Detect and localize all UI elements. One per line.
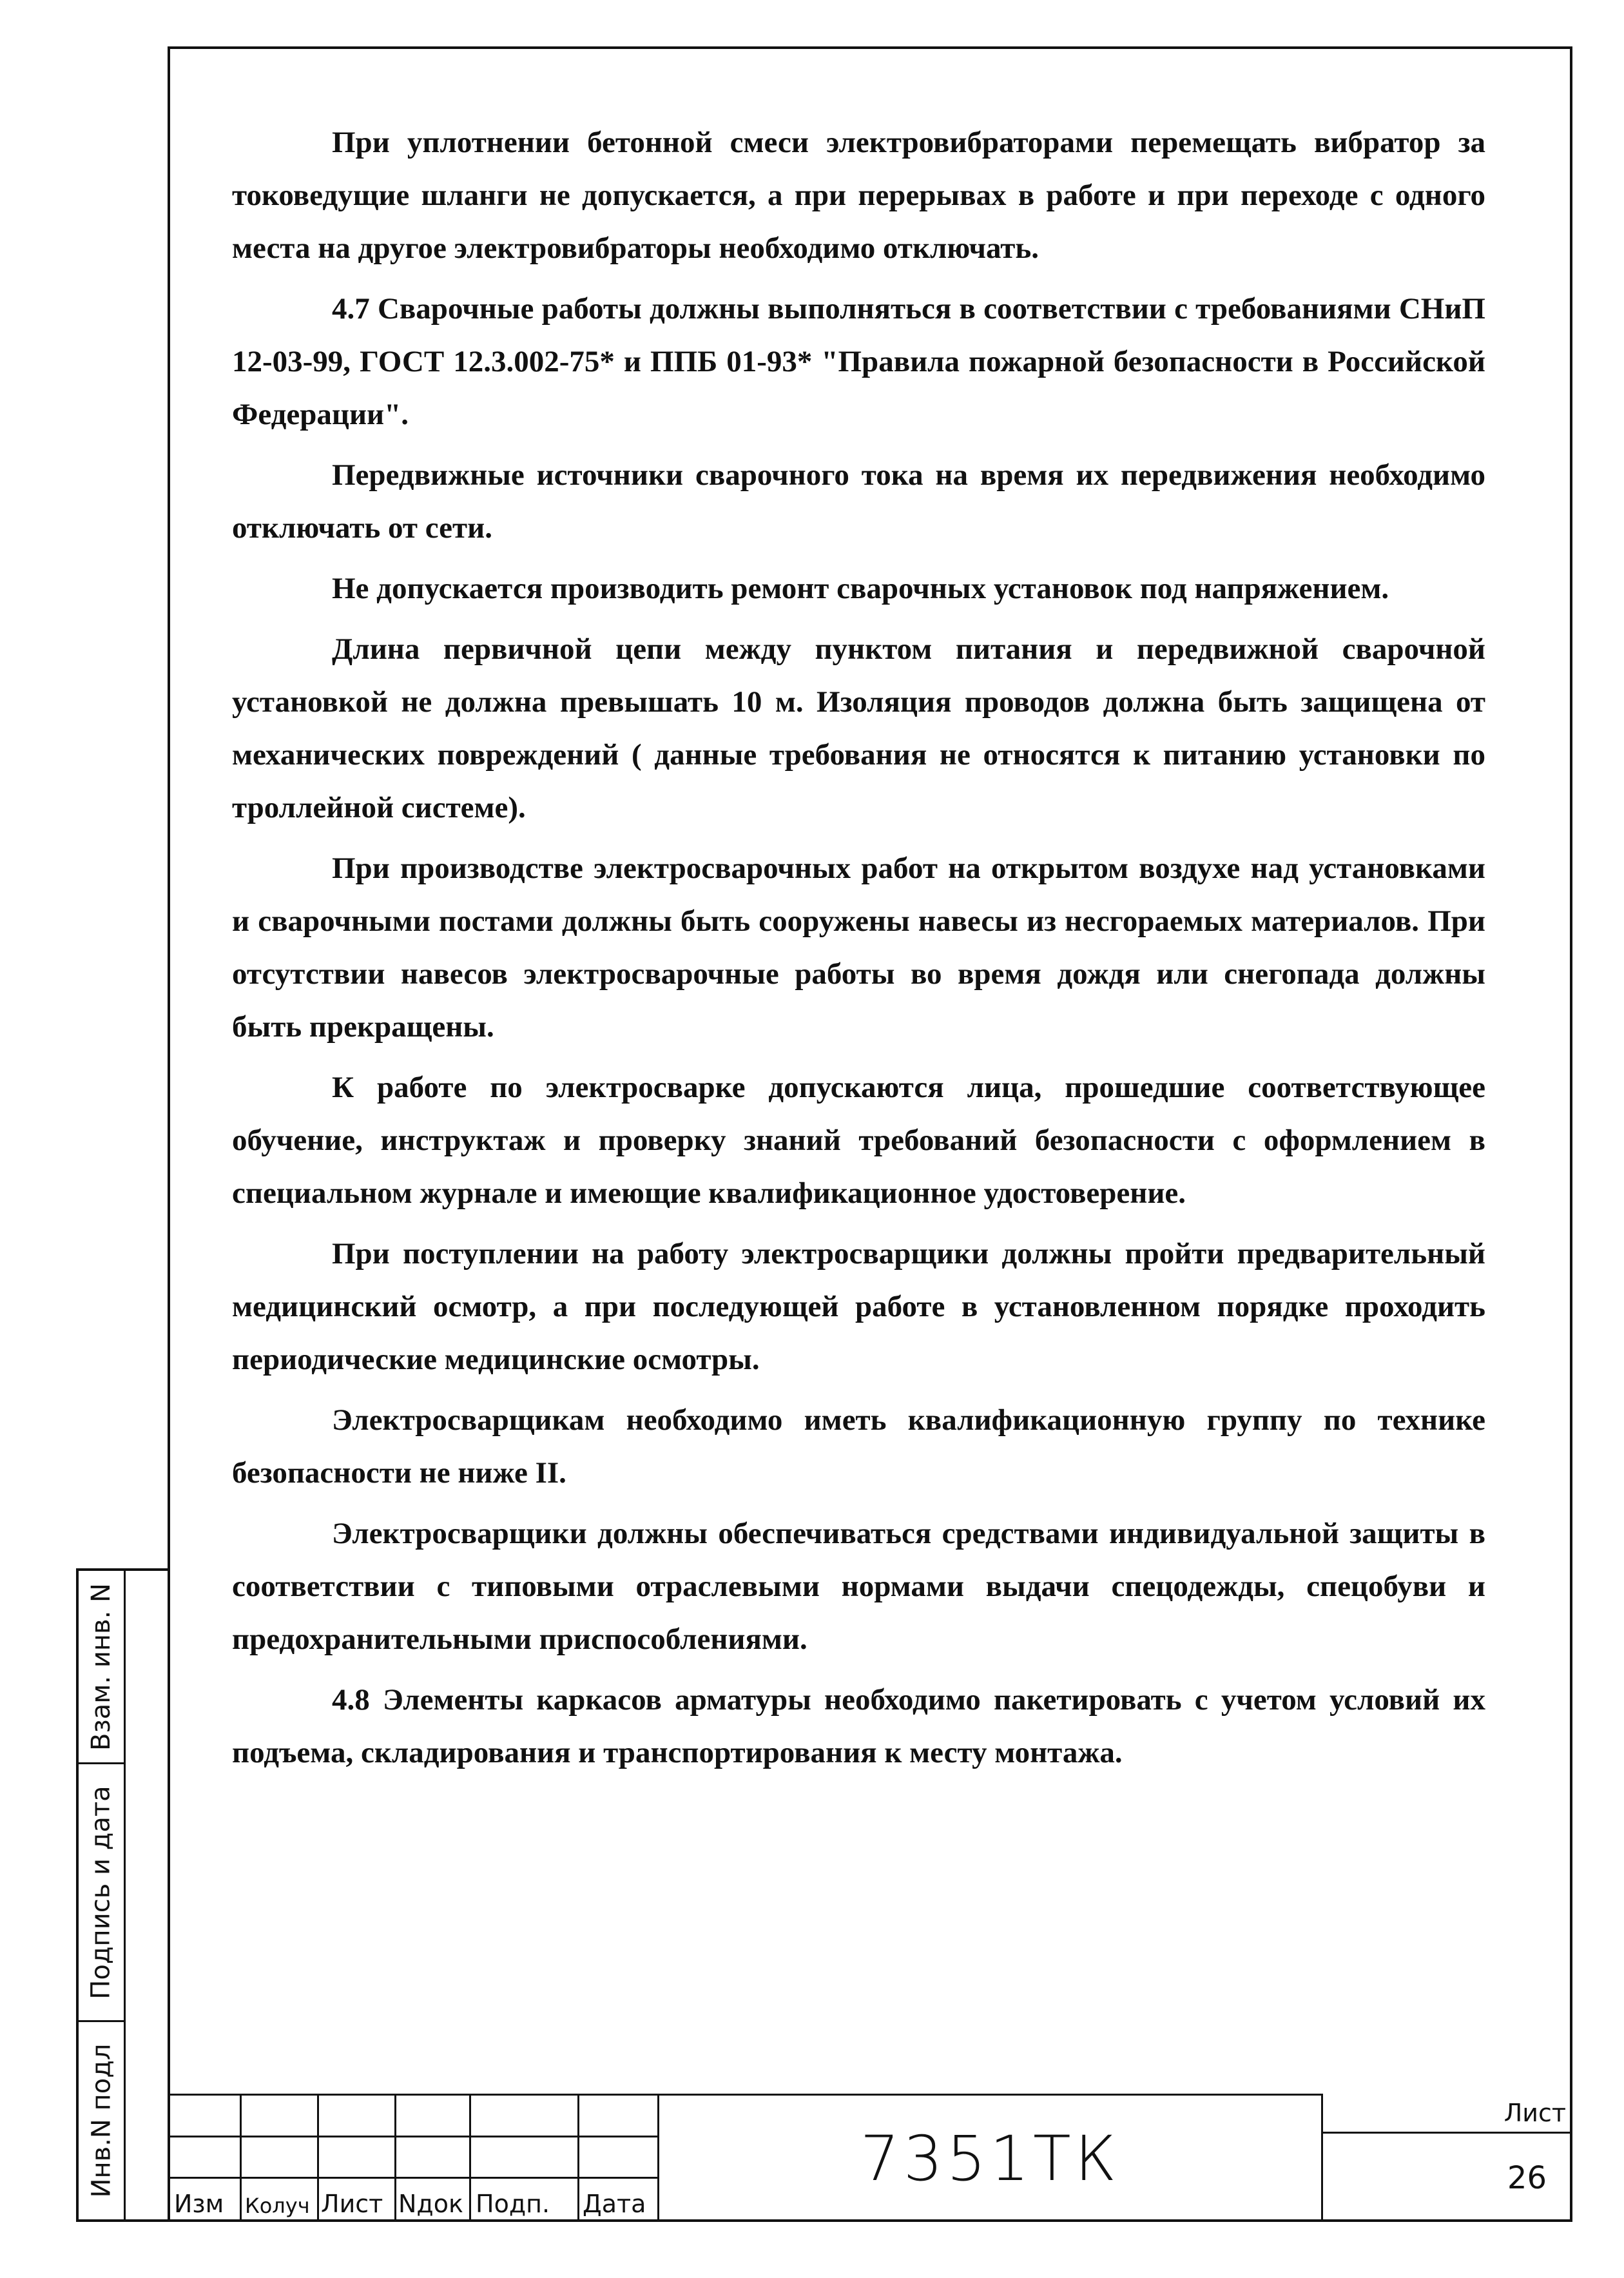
paragraph: При уплотнении бетонной смеси электровибраторами перемещать вибратор за токоведущие шланги не допускается, а при перерывах в работе и при переходе с одного места на другое электровибраторы необходимо отключать.: [232, 126, 1485, 265]
col-label-signature: Подп.: [476, 2190, 550, 2218]
grid-col-line: [317, 2096, 319, 2222]
side-label: Инв.N подл: [86, 2043, 117, 2198]
col-label-doc-number: Nдок: [398, 2190, 463, 2218]
sheet-label: Лист: [1323, 2094, 1572, 2134]
title-block: [168, 2094, 1572, 2222]
col-label-count: Колуч: [245, 2194, 310, 2218]
paragraph: Электросварщикам необходимо иметь квалификационную группу по технике безопасности не ниже II.: [232, 1403, 1485, 1490]
side-cell-original-inv: [79, 2022, 124, 2219]
col-label-sheet: Лист: [321, 2190, 383, 2218]
grid-col-line: [469, 2096, 471, 2222]
col-label-date: Дата: [583, 2190, 646, 2218]
sheet-number: 26: [1507, 2159, 1547, 2196]
paragraph: К работе по электросварке допускаются лица, прошедшие соответствующее обучение, инструктаж и проверку знаний требований безопасности с оформлением в специальном журнале и имеющие квалификационное удостоверение.: [232, 1071, 1485, 1210]
document-code: 7351ТК: [657, 2094, 1321, 2222]
side-stamp: [76, 1568, 168, 2222]
paragraph: Передвижные источники сварочного тока на время их передвижения необходимо отключать от сети.: [232, 458, 1485, 545]
paragraph: 4.8 Элементы каркасов арматуры необходимо пакетировать с учетом условий их подъема, складирования и транспортирования к месту монтажа.: [232, 1683, 1485, 1769]
paragraph: Не допускается производить ремонт сварочных установок под напряжением.: [332, 572, 1389, 605]
paragraph: Длина первичной цепи между пунктом питания и передвижной сварочной установкой не должна превышать 10 м. Изоляция проводов должна быть защищена от механических повреждений ( данные требования не относятся к питанию установки по троллейной системе).: [232, 632, 1485, 824]
grid-col-line: [577, 2096, 579, 2222]
grid-col-line: [394, 2096, 396, 2222]
paragraph: Электросварщики должны обеспечиваться средствами индивидуальной защиты в соответствии с типовыми отраслевыми нормами выдачи спецодежды, спецобуви и предохранительными приспособлениями.: [232, 1517, 1485, 1656]
paragraph: При поступлении на работу электросварщики должны пройти предварительный медицинский осмотр, а при последующей работе в установленном порядке проходить периодические медицинские осмотры.: [232, 1237, 1485, 1376]
side-divider: [124, 1571, 126, 2219]
side-label: Подпись и дата: [86, 1785, 117, 2000]
col-label-change: Изм: [174, 2190, 224, 2218]
revision-grid: [168, 2094, 657, 2222]
grid-col-line: [240, 2096, 242, 2222]
side-cell-signature-date: [79, 1764, 124, 2022]
sheet-box: [1321, 2094, 1572, 2222]
document-body: [232, 116, 1485, 1787]
side-cell-replacement-inv: [79, 1571, 124, 1764]
paragraph: 4.7 Сварочные работы должны выполняться в соответствии с требованиями СНиП 12-03-99, ГОСТ 12.3.002-75* и ППБ 01-93* "Правила пожарной безопасности в Российской Федерации".: [232, 292, 1485, 431]
side-label: Взам. инв. N: [86, 1582, 116, 1751]
paragraph: При производстве электросварочных работ на открытом воздухе над установками и сварочными постами должны быть сооружены навесы из несгораемых материалов. При отсутствии навесов электросварочные работы во время дождя или снегопада должны быть прекращены.: [232, 852, 1485, 1044]
